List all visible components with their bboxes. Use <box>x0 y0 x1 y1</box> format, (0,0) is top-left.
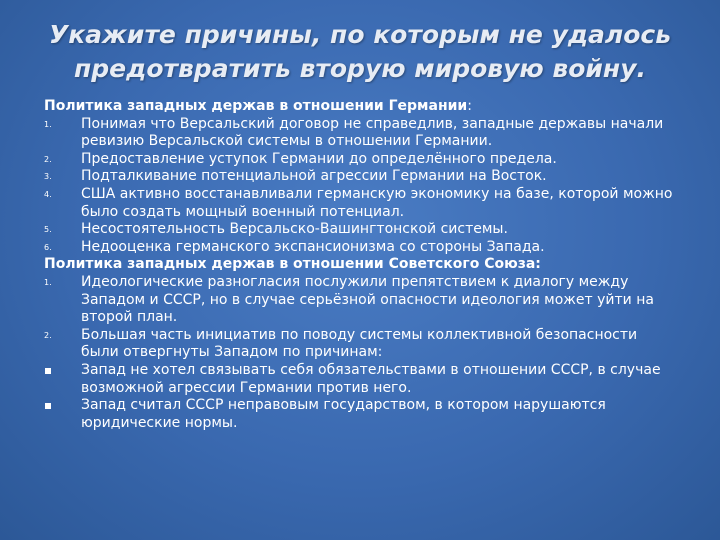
list-item <box>44 151 676 169</box>
list-item <box>44 168 676 186</box>
list-item <box>44 362 676 397</box>
list-item <box>44 239 676 257</box>
slide-body <box>44 98 676 432</box>
list-item <box>44 274 676 327</box>
section-heading-ussr: Политика западных держав в отношении Советского Союза: <box>44 256 541 273</box>
slide-title: Укажите причины, по которым не удалось предотвратить вторую мировую войну. <box>48 20 672 83</box>
list-item-text: Запад считал СССР неправовым государством, в котором нарушаются юридические нормы. <box>81 397 606 431</box>
list-item-text: Несостоятельность Версальско-Вашингтонской системы. <box>81 221 508 238</box>
section-heading-germany: Политика западных держав в отношении Германии: <box>44 98 472 114</box>
list-number: 2. <box>44 330 52 340</box>
list-item-text: США активно восстанавливали германскую экономику на базе, которой можно было создать мощный военный потенциал. <box>81 185 673 220</box>
list-number: 6. <box>44 242 52 252</box>
list-number: 1. <box>44 119 52 129</box>
list-number: 3. <box>44 172 52 182</box>
square-bullet-icon <box>45 403 51 409</box>
list-item-text: Подталкивание потенциальной агрессии Германии на Восток. <box>81 168 547 185</box>
list-item <box>44 186 676 221</box>
list-item <box>44 221 676 239</box>
list-item-text: Большая часть инициатив по поводу системы коллективной безопасности были отвергнуты Западом по причинам: <box>81 326 638 361</box>
list-germany <box>44 116 676 257</box>
list-number: 5. <box>44 225 52 235</box>
list-item <box>44 397 676 432</box>
list-item <box>44 327 676 362</box>
list-number: 1. <box>44 277 52 287</box>
list-item <box>44 116 676 151</box>
list-item-text: Запад не хотел связывать себя обязательствами в отношении СССР, в случае возможной агрессии Германии против него. <box>81 361 661 396</box>
list-number: 4. <box>44 189 52 199</box>
list-number: 2. <box>44 154 52 164</box>
list-item-text: Понимая что Версальский договор не справедлив, западные державы начали ревизию Версальской системы в отношении Германии. <box>81 115 664 150</box>
list-item-text: Недооценка германского экспансионизма со стороны Запада. <box>81 238 545 255</box>
list-item-text: Идеологические разногласия послужили препятствием к диалогу между Западом и СССР, но в случае серьёзной опасности идеология может уйти на второй план. <box>81 273 654 326</box>
list-ussr <box>44 274 676 432</box>
square-bullet-icon <box>45 368 51 374</box>
list-item-text: Предоставление уступок Германии до определённого предела. <box>81 150 557 167</box>
